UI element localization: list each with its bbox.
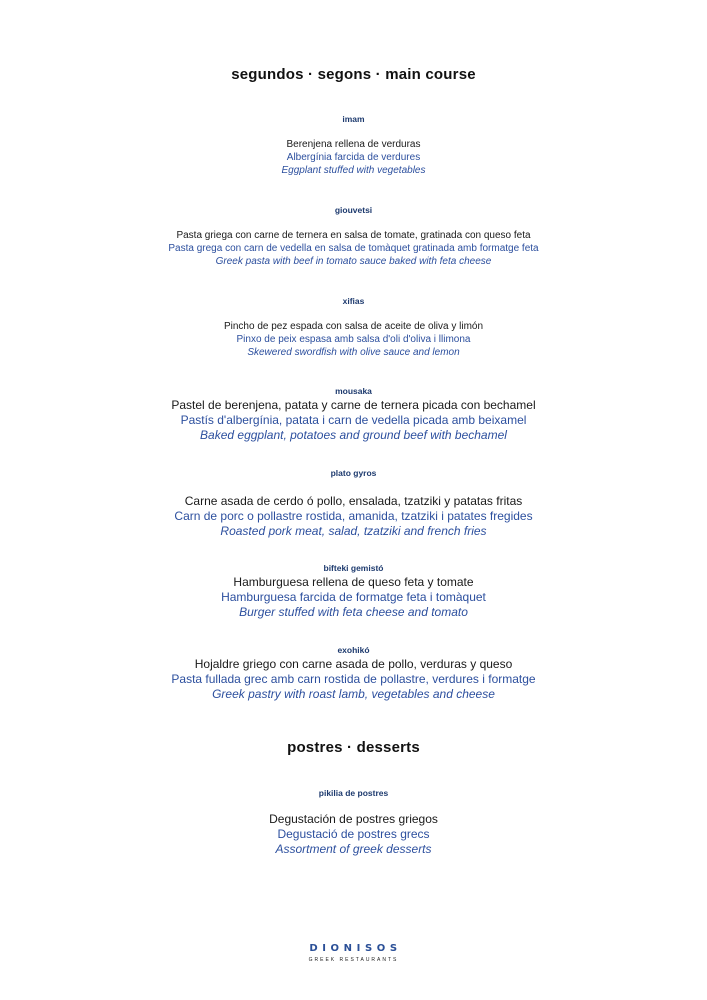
dish-desc-en: Assortment of greek desserts xyxy=(275,842,432,856)
dish-name-plato-gyros: plato gyros xyxy=(330,468,377,478)
dish-desc-ca: Pinxo de peix espasa amb salsa d'oli d'oliva i llimona xyxy=(236,334,471,345)
dish-desc-ca: Hamburguesa farcida de formatge feta i tomàquet xyxy=(221,590,486,604)
dish-desc-en: Greek pasta with beef in tomato sauce baked with feta cheese xyxy=(215,256,492,267)
dish-desc-es: Degustación de postres griegos xyxy=(269,812,438,826)
dish-name-giouvetsi: giouvetsi xyxy=(334,205,373,215)
dish-desc-en: Greek pastry with roast lamb, vegetables and cheese xyxy=(212,687,495,701)
dish-desc-en: Burger stuffed with feta cheese and tomato xyxy=(239,605,468,619)
dish-name-bifteki-gemisto: bifteki gemistó xyxy=(323,563,384,573)
dish-desc-en: Skewered swordfish with olive sauce and lemon xyxy=(247,347,460,358)
dish-desc-es: Pasta griega con carne de ternera en salsa de tomate, gratinada con queso feta xyxy=(176,230,531,241)
dish-desc-es: Pastel de berenjena, patata y carne de ternera picada con bechamel xyxy=(171,398,536,412)
brand-tagline: GREEK RESTAURANTS xyxy=(308,957,399,963)
dish-desc-es: Berenjena rellena de verduras xyxy=(286,139,421,150)
dish-desc-ca: Degustació de postres grecs xyxy=(277,827,430,841)
dish-desc-ca: Albergínia farcida de verdures xyxy=(286,152,421,163)
dish-desc-en: Eggplant stuffed with vegetables xyxy=(281,165,426,176)
brand-logo xyxy=(0,938,707,963)
dish-name-pikilia-de-postres: pikilia de postres xyxy=(318,788,389,798)
dish-desc-es: Carne asada de cerdo ó pollo, ensalada, tzatziki y patatas fritas xyxy=(184,494,523,508)
dish-desc-en: Roasted pork meat, salad, tzatziki and french fries xyxy=(220,524,487,538)
dish-name-mousaka: mousaka xyxy=(335,386,372,396)
dish-name-xifias: xifias xyxy=(342,296,365,306)
dish-desc-en: Baked eggplant, potatoes and ground beef with bechamel xyxy=(200,428,507,442)
desserts-title: postres · desserts xyxy=(287,739,420,756)
dish-desc-ca: Carn de porc o pollastre rostida, amanida, tzatziki i patates fregides xyxy=(174,509,533,523)
dish-desc-ca: Pastís d'albergínia, patata i carn de vedella picada amb beixamel xyxy=(180,413,527,427)
dish-desc-ca: Pasta fullada grec amb carn rostida de pollastre, verdures i formatge xyxy=(171,672,536,686)
dish-name-exohiko: exohikó xyxy=(337,645,370,655)
dish-desc-es: Hamburguesa rellena de queso feta y tomate xyxy=(233,575,474,589)
brand-name: DIONISOS xyxy=(309,943,402,954)
main-course-title: segundos · segons · main course xyxy=(231,66,476,83)
dish-name-imam: imam xyxy=(342,114,365,124)
dish-desc-ca: Pasta grega con carn de vedella en salsa de tomàquet gratinada amb formatge feta xyxy=(168,243,539,254)
dish-desc-es: Hojaldre griego con carne asada de pollo, verduras y queso xyxy=(194,657,513,671)
dish-desc-es: Pincho de pez espada con salsa de aceite de oliva y limón xyxy=(223,321,484,332)
